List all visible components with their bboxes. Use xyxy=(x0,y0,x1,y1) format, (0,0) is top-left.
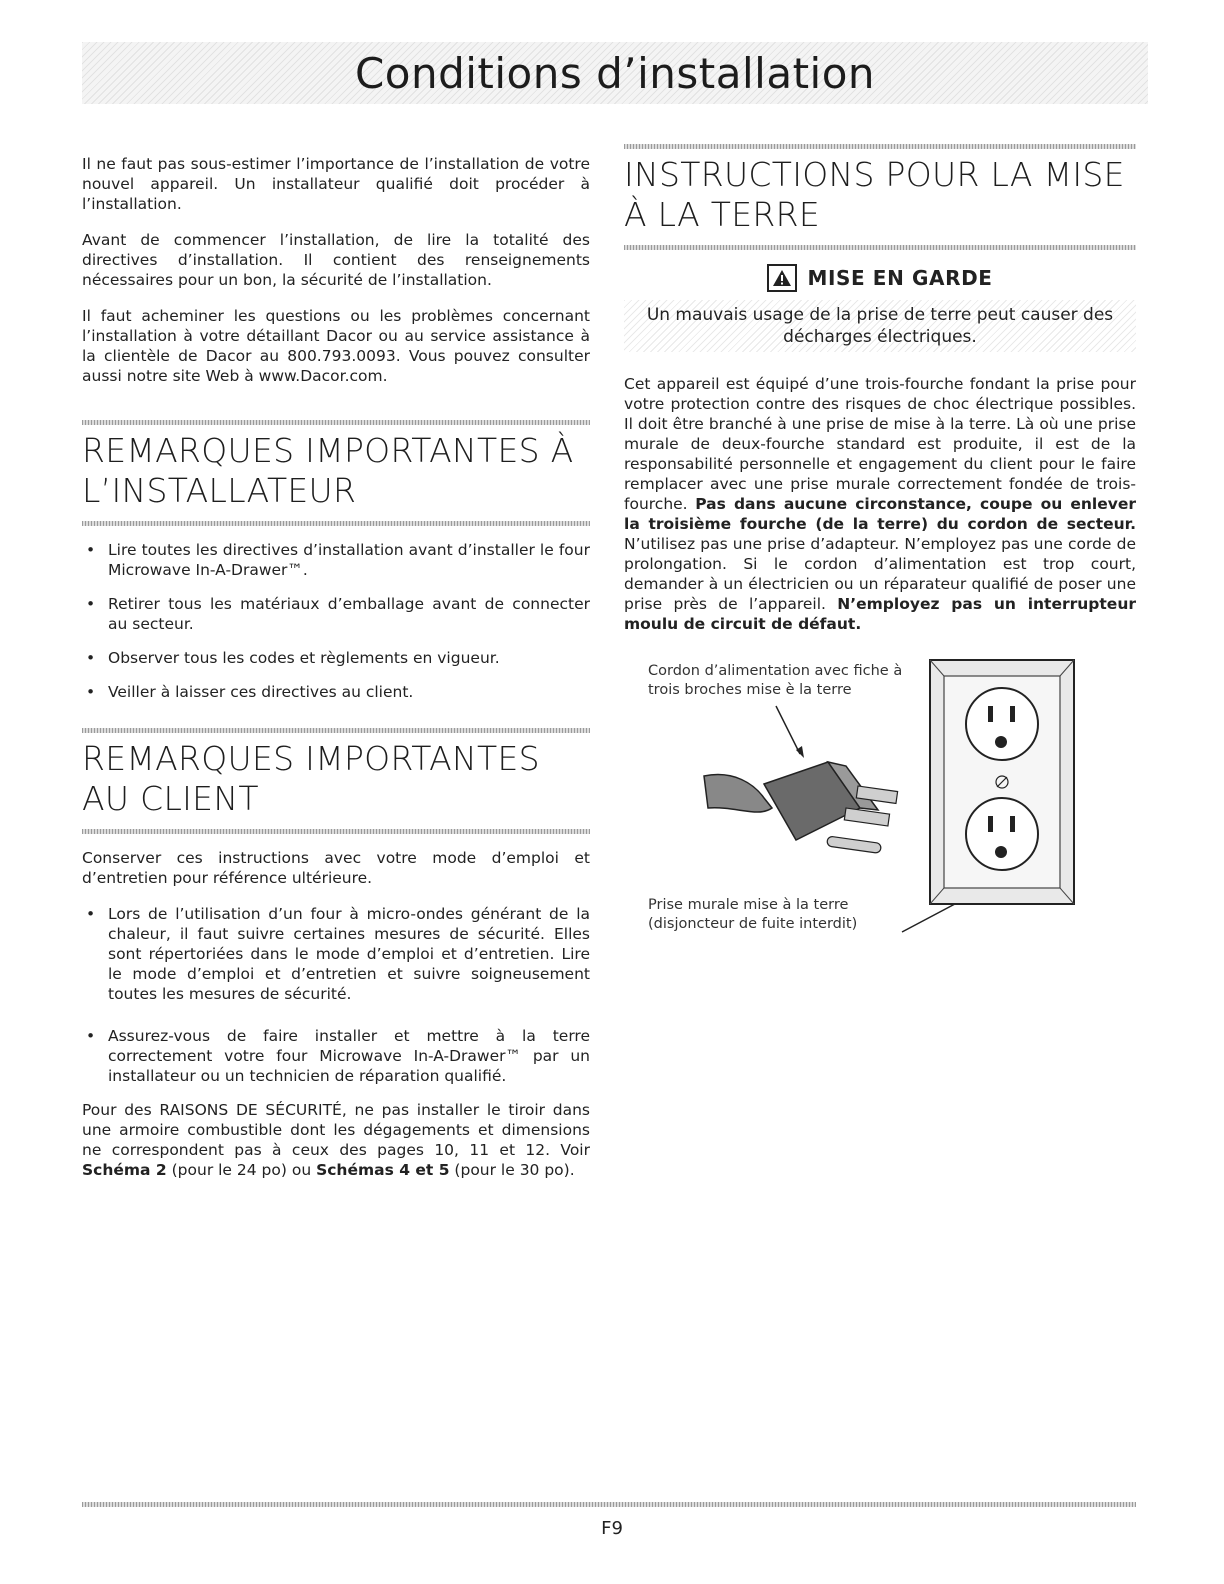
page-title: Conditions d’installation xyxy=(354,48,876,98)
warning-text: Un mauvais usage de la prise de terre peut causer des décharges électriques. xyxy=(624,300,1136,352)
safety-text: Pour des RAISONS DE SÉCURITÉ, ne pas installer le tiroir dans une armoire combustible dont les dégagements et dimensions ne correspondent pas à ceux des pages 10, 11 et 12. Voir xyxy=(82,1101,590,1159)
client-intro-paragraph: Conserver ces instructions avec votre mode d’emploi et d’entretien pour référence ultérieure. xyxy=(82,849,590,887)
safety-text: (pour le 30 po). xyxy=(449,1161,575,1179)
installer-notes-list xyxy=(82,540,590,702)
list-item: • Assurez-vous de faire installer et mettre à la terre correctement votre four Microwave In-A-Drawer™ par un installateur ou un technicien de réparation qualifié. xyxy=(82,1026,590,1086)
installer-notes-heading: REMARQUES IMPORTANTES À L’INSTALLATEUR xyxy=(82,431,574,510)
body-text: Cet appareil est équipé d’une trois-fourche fondant la prise pour votre protection contre des risques de choc électrique possibles. Il doit être branché à une prise de mise à la terre. Là où une prise murale de deux-fourche standard est produite, il est de la responsabilité personnelle et engagement du client pour le faire remplacer avec une prise murale correctement fondée de trois-fourche. xyxy=(624,375,1136,513)
emphasis-text: Pas dans aucune circonstance, coupe ou enlever la troisième fourche (de la terre) du cordon de secteur. xyxy=(624,495,1136,533)
safety-paragraph xyxy=(82,1100,590,1180)
list-item: • Observer tous les codes et règlements en vigueur. xyxy=(82,648,590,668)
grounding-paragraph xyxy=(624,374,1136,634)
section-rule xyxy=(82,829,590,834)
list-item: • Retirer tous les matériaux d’emballage avant de connecter au secteur. xyxy=(82,594,590,634)
right-column xyxy=(624,144,1136,948)
grounded-plug-figure xyxy=(624,658,1136,948)
section-rule xyxy=(82,420,590,425)
body-text: N’utilisez pas une prise d’adapteur. N’employez pas une corde de prolongation. Si le cordon d’alimentation est trop court, demander à un électricien ou un réparateur qualifié de poser une prise près de l’appareil. xyxy=(624,535,1136,613)
list-item: • Lors de l’utilisation d’un four à micro-ondes générant de la chaleur, il faut suivre certaines mesures de sécurité. Elles sont répertoriées dans le mode d’emploi et d’entretien. Lire le mode d’emploi et d’entretien et suivre soigneusement toutes les mesures de sécurité. xyxy=(82,904,590,1004)
intro-paragraph: Avant de commencer l’installation, de lire la totalité des directives d’installation. Il contient des renseignements nécessaires pour un bon, la sécurité de l’installation. xyxy=(82,231,590,289)
title-banner xyxy=(82,42,1148,104)
list-item: • Lire toutes les directives d’installation avant d’installer le four Microwave In-A-Drawer™. xyxy=(82,540,590,580)
list-item: • Veiller à laisser ces directives au client. xyxy=(82,682,590,702)
page-number: F9 xyxy=(601,1518,623,1539)
section-rule xyxy=(624,144,1136,149)
section-rule xyxy=(82,521,590,526)
section-rule xyxy=(82,728,590,733)
client-notes-heading: REMARQUES IMPORTANTES AU CLIENT xyxy=(82,739,540,818)
warning-title-text: MISE EN GARDE xyxy=(807,266,993,290)
intro-paragraph: Il faut acheminer les questions ou les problèmes concernant l’installation à votre détaillant Dacor ou au service assistance à la clientèle de Dacor au 800.793.0093. Vous pouvez consulter aussi notre site Web à www.Dacor.com. xyxy=(82,307,590,385)
figure-reference: Schémas 4 et 5 xyxy=(316,1161,450,1179)
client-notes-list xyxy=(82,904,590,1086)
warning-icon xyxy=(767,264,797,292)
figure-reference: Schéma 2 xyxy=(82,1161,167,1179)
grounding-heading: INSTRUCTIONS POUR LA MISE À LA TERRE xyxy=(624,155,1125,234)
emphasis-text: N’employez pas un interrupteur moulu de circuit de défaut. xyxy=(624,595,1136,633)
cord-caption: Cordon d’alimentation avec fiche à trois broches mise è la terre xyxy=(648,663,903,698)
plug-outlet-illustration xyxy=(624,658,1136,948)
outlet-caption: Prise murale mise à la terre (disjoncteur de fuite interdit) xyxy=(648,897,858,932)
footer-rule xyxy=(82,1502,1136,1507)
intro-paragraph: Il ne faut pas sous-estimer l’importance de l’installation de votre nouvel appareil. Un installateur qualifié doit procéder à l’installation. xyxy=(82,155,590,213)
safety-text: (pour le 24 po) ou xyxy=(166,1161,317,1179)
warning-title xyxy=(624,264,1136,292)
section-rule xyxy=(624,245,1136,250)
left-column xyxy=(82,154,590,1196)
